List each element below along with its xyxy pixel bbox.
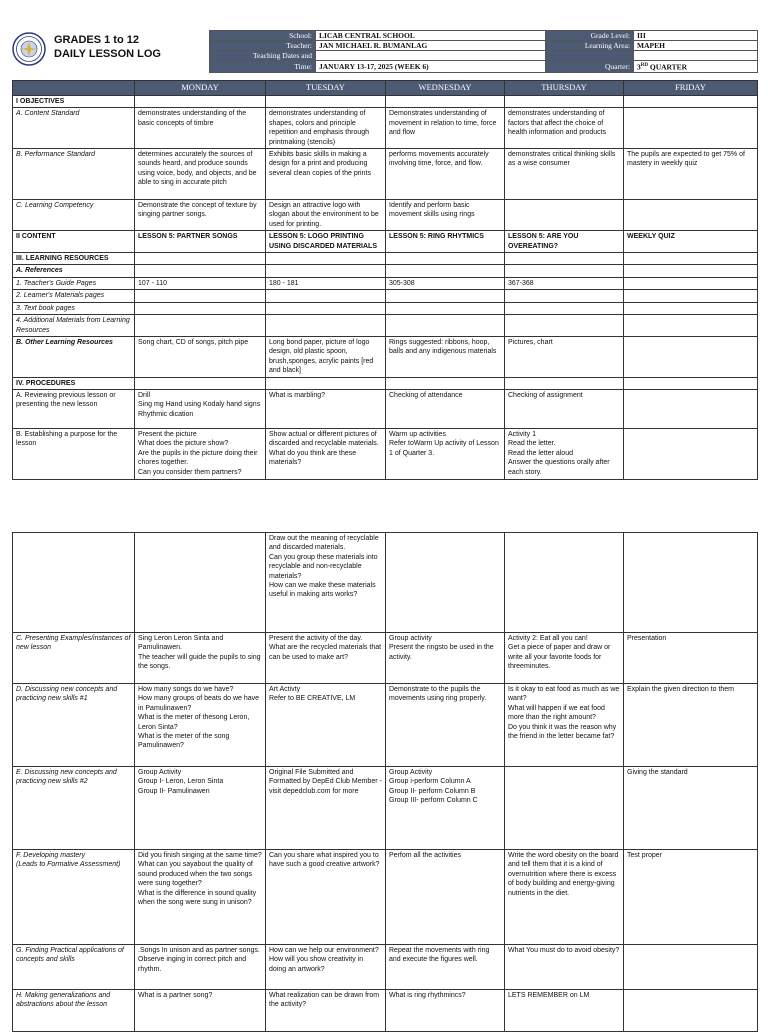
cell-wednesday: Repeat the movements with ring and execute the figures well. [386,945,505,990]
cell-thursday: LESSON 5: ARE YOU OVEREATING? [505,231,624,253]
day-tuesday: TUESDAY [266,81,386,96]
area-label: Learning Area: [546,41,634,51]
cell-friday: The pupils are expected to get 75% of mastery in weekly quiz [624,149,758,200]
cell-tuesday: Art Activty Refer to BE CREATIVE, LM [266,684,386,767]
row-label: A. Reviewing previous lesson or presenting the new lesson [13,389,135,428]
cell-tuesday: How can we help our environment? How will you show creativity in doing an artwork? [266,945,386,990]
cell-wednesday: Warm up activities Refer toWarm Up activity of Lesson 1 of Quarter 3. [386,428,505,479]
table-row [13,377,758,389]
grade-value: III [634,31,758,41]
cell-friday [624,200,758,231]
table-row [13,389,758,428]
cell-tuesday: Exhibits basic skills in making a design for a print and producing several clean copies of the prints [266,149,386,200]
cell-wednesday: performs movements accurately involving time, force, and flow. [386,149,505,200]
row-label: B. Establishing a purpose for the lesson [13,428,135,479]
cell-tuesday [266,315,386,337]
cell-wednesday: Demonstrates understanding of movement in relation to time, force and flow [386,108,505,149]
cell-friday: Giving the standard [624,767,758,850]
cell-wednesday: Group Activity Group i-perform Column A Group II- perform Column B Group III- perform Column C [386,767,505,850]
cell-tuesday [266,96,386,108]
row-label: G. Finding Practical applications of concepts and skills [13,945,135,990]
table-row [13,265,758,277]
cell-thursday: Write the word obesity on the board and tell them that it is a kind of overnutrition where there is excess of body building and energy-giving nutrients in the diet. [505,850,624,945]
cell-wednesday: 305-308 [386,277,505,289]
cell-tuesday [266,302,386,314]
table-row [13,428,758,479]
cell-monday: demonstrates understanding of the basic concepts of timbre [135,108,266,149]
cell-monday [135,290,266,302]
cell-wednesday: Perfom all the activities [386,850,505,945]
header-info-table [209,30,758,73]
cell-friday [624,990,758,1032]
cell-thursday [505,377,624,389]
table-row [13,533,758,633]
title-line-1: GRADES 1 to 12 [54,34,139,46]
table-row [13,108,758,149]
cell-tuesday: 180 - 181 [266,277,386,289]
cell-monday: How many songs do we have? How many groups of beats do we have in Pamulinawen? What is the meter of thesong Leron, Leron Sinta? What is the meter of the song Pamulinawen? [135,684,266,767]
cell-monday [135,377,266,389]
cell-tuesday: Long bond paper, picture of logo design, old plastic spoon, brush,sponges, acrylic paints [red and black] [266,336,386,377]
day-friday: FRIDAY [624,81,758,96]
cell-monday: Demonstrate the concept of texture by singing partner songs. [135,200,266,231]
cell-friday: WEEKLY QUIZ [624,231,758,253]
table-2-body [13,533,758,1032]
row-label: A. References [13,265,135,277]
cell-tuesday: What realization can be drawn from the activity? [266,990,386,1032]
cell-tuesday: Original File Submitted and Formatted by DepEd Club Member - visit depedclub.com for more [266,767,386,850]
cell-monday: determines accurately the sources of sounds heard, and produce sounds using voice, body, and objects, and be able to sing in accurate pitch [135,149,266,200]
teacher-label: Teacher: [210,41,316,51]
cell-monday: What is a partner song? [135,990,266,1032]
cell-friday [624,96,758,108]
cell-monday [135,265,266,277]
table-row [13,290,758,302]
cell-tuesday: LESSON 5: LOGO PRINTING USING DISCARDED MATERIALS [266,231,386,253]
cell-thursday [505,290,624,302]
table-row [13,315,758,337]
table-row [13,253,758,265]
teacher-value: JAN MICHAEL R. BUMANLAG [316,41,546,51]
cell-thursday: What You must do to avoid obesity? [505,945,624,990]
row-label: A. Content Standard [13,108,135,149]
cell-monday: Sing Leron Leron Sinta and Pamulinawen. The teacher will guide the pupils to sing the songs. [135,633,266,684]
dll-header [12,30,757,72]
row-label: H. Making generalizations and abstractions about the lesson [13,990,135,1032]
cell-monday [135,96,266,108]
cell-monday: Drill Sing mg Hand using Kodaly hand signs Rhythmic dication [135,389,266,428]
table-row [13,277,758,289]
cell-tuesday [266,253,386,265]
cell-thursday: Activity 1 Read the letter. Read the letter aloud Answer the questions orally after each story. [505,428,624,479]
row-label: II CONTENT [13,231,135,253]
table-row [13,990,758,1032]
cell-friday [624,277,758,289]
grade-label: Grade Level: [546,31,634,41]
row-label: E. Discussing new concepts and practicing new skills #2 [13,767,135,850]
cell-thursday: demonstrates critical thinking skills as a wise consumer [505,149,624,200]
cell-monday: Did you finish singing at the same time? What can you sayabout the quality of sound produced when the two songs were sung together? What is the difference in sound quality when the song were sung in unison? [135,850,266,945]
cell-wednesday [386,533,505,633]
cell-monday: Song chart, CD of songs, pitch pipe [135,336,266,377]
cell-tuesday: demonstrates understanding of shapes, colors and principle repetition and emphasis through printmaking (stencils) [266,108,386,149]
row-label: B. Performance Standard [13,149,135,200]
cell-wednesday [386,377,505,389]
cell-thursday: 367-368 [505,277,624,289]
row-label: B. Other Learning Resources [13,336,135,377]
cell-friday [624,265,758,277]
cell-friday [624,253,758,265]
row-label: 1. Teacher's Guide Pages [13,277,135,289]
cell-friday [624,108,758,149]
dates-label-2: Time: [210,61,316,73]
cell-friday [624,533,758,633]
table-row [13,684,758,767]
cell-thursday [505,315,624,337]
cell-monday [135,533,266,633]
cell-wednesday: What is ring rhythmincs? [386,990,505,1032]
day-header-row [13,81,758,96]
cell-wednesday [386,253,505,265]
title-line-2: DAILY LESSON LOG [54,48,161,60]
cell-thursday: LETS REMEMBER on LM [505,990,624,1032]
day-monday: MONDAY [135,81,266,96]
cell-wednesday [386,96,505,108]
row-label: D. Discussing new concepts and practicing new skills #1 [13,684,135,767]
cell-thursday [505,767,624,850]
cell-wednesday: Checking of attendance [386,389,505,428]
lesson-log-table-page-2 [12,532,758,1032]
cell-tuesday [266,377,386,389]
cell-friday [624,428,758,479]
cell-wednesday: LESSON 5: RING RHYTMICS [386,231,505,253]
cell-friday: Test proper [624,850,758,945]
table-row [13,200,758,231]
cell-wednesday [386,302,505,314]
cell-wednesday: Identify and perform basic movement skills using rings [386,200,505,231]
cell-wednesday: Group activity Present the ringsto be used in the activity. [386,633,505,684]
cell-wednesday: Rings suggested: ribbons, hoop, balls and any indigenous materials [386,336,505,377]
deped-seal-icon [12,32,46,66]
day-thursday: THURSDAY [505,81,624,96]
row-label: F. Developing mastery (Leads to Formative Assessment) [13,850,135,945]
cell-thursday: Checking of assignment [505,389,624,428]
cell-tuesday: Design an attractive logo with slogan about the environment to be used for printing. [266,200,386,231]
cell-friday: Presentation [624,633,758,684]
table-row [13,96,758,108]
dates-value: JANUARY 13-17, 2025 (WEEK 6) [316,61,546,73]
cell-friday [624,302,758,314]
row-label: IV. PROCEDURES [13,377,135,389]
cell-friday [624,336,758,377]
row-label: III. LEARNING RESOURCES [13,253,135,265]
table-1-body [13,96,758,480]
row-label: C. Presenting Examples/instances of new lesson [13,633,135,684]
cell-thursday: demonstrates understanding of factors that affect the choice of health information and products [505,108,624,149]
area-value: MAPEH [634,41,758,51]
cell-monday: .Songs In unison and as partner songs. Observe inging in correct pitch and rhythm. [135,945,266,990]
cell-thursday [505,96,624,108]
day-wednesday: WEDNESDAY [386,81,505,96]
row-label: C. Learning Competency [13,200,135,231]
table-row [13,302,758,314]
cell-wednesday [386,265,505,277]
cell-thursday: Is it okay to eat food as much as we want? What will happen if we eat food more than the right amount? Do you think it was the reason why the friend in the letter became fat? [505,684,624,767]
dates-label-1: Teaching Dates and [210,51,316,61]
quarter-value: 3RD QUARTER [634,61,758,73]
cell-monday [135,302,266,314]
cell-thursday: Pictures, chart [505,336,624,377]
row-label: 3. Text book pages [13,302,135,314]
lesson-log-table-page-1 [12,80,758,480]
cell-monday [135,253,266,265]
cell-tuesday: Can you share what inspired you to have such a good creative artwork? [266,850,386,945]
cell-thursday [505,253,624,265]
cell-thursday [505,302,624,314]
cell-wednesday [386,290,505,302]
cell-thursday [505,533,624,633]
cell-monday: LESSON 5: PARTNER SONGS [135,231,266,253]
school-label: School: [210,31,316,41]
cell-tuesday [266,265,386,277]
cell-friday [624,945,758,990]
table-row [13,336,758,377]
cell-tuesday: Present the activity of the day. What are the recycled materials that can be used to make art? [266,633,386,684]
cell-tuesday: Show actual or different pictures of discarded and recyclable materials. What do you think are these materials? [266,428,386,479]
cell-monday: Present the picture What does the picture show? Are the pupils in the picture doing their chores together. Can you consider them partners? [135,428,266,479]
cell-friday: Explain the given direction to them [624,684,758,767]
table-row [13,231,758,253]
cell-thursday [505,200,624,231]
cell-tuesday: What is marbling? [266,389,386,428]
cell-tuesday [266,290,386,302]
table-row [13,149,758,200]
cell-thursday [505,265,624,277]
cell-tuesday: Draw out the meaning of recyclable and discarded materials. Can you group these materials into recyclable and non-recyclable materials? How can we make these materials useful in making arts works? [266,533,386,633]
quarter-label: Quarter: [546,61,634,73]
school-value: LICAB CENTRAL SCHOOL [316,31,546,41]
cell-friday [624,290,758,302]
log-title [54,33,161,61]
table-row [13,850,758,945]
row-label: I OBJECTIVES [13,96,135,108]
table-row [13,945,758,990]
row-label: 4. Additional Materials from Learning Resources [13,315,135,337]
row-label: 2. Learner's Materials pages [13,290,135,302]
cell-friday [624,389,758,428]
cell-monday: 107 - 110 [135,277,266,289]
table-row [13,633,758,684]
cell-monday: Group Activity Group I- Leron, Leron Sinta Group II- Pamulinawen [135,767,266,850]
cell-friday [624,315,758,337]
cell-monday [135,315,266,337]
table-row [13,767,758,850]
cell-wednesday [386,315,505,337]
cell-friday [624,377,758,389]
cell-thursday: Activity 2: Eat all you can! Get a piece of paper and draw or write all your favorite foods for threeminutes. [505,633,624,684]
row-label [13,533,135,633]
cell-wednesday: Demonstrate to the pupils the movements using ring properly. [386,684,505,767]
